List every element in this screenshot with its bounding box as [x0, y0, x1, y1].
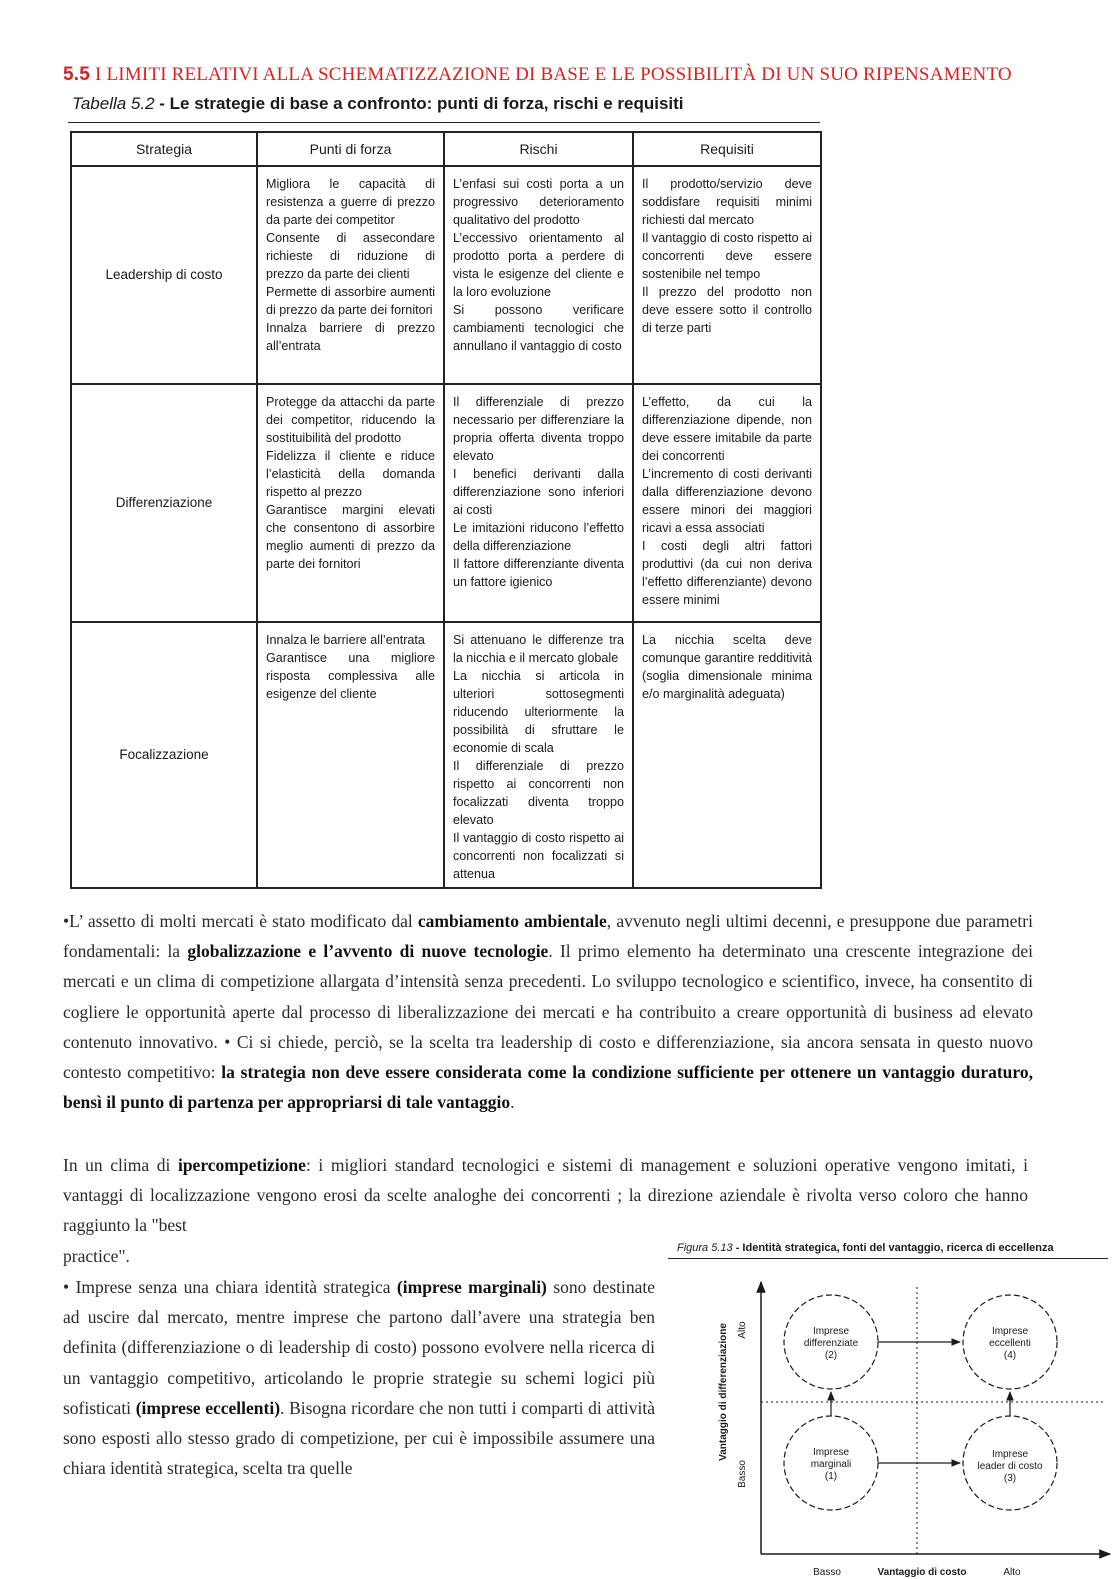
text-run: sono destinate ad uscire dal mercato, mentre imprese che partono dall’avere una strategia ben definita (differenziazione o di leadership di costo) possono evolvere nella ricerca di un vantaggio competitivo, articolando le proprie strategie su schemi logici più sofisticati — [63, 1277, 656, 1418]
strategy-table — [70, 131, 822, 889]
text-run: . — [510, 1092, 515, 1113]
y-axis-title: Vantaggio di differenziazione — [718, 1323, 729, 1461]
section-heading — [63, 64, 1063, 86]
table-caption — [72, 94, 832, 114]
cell-item: Consente di assecondare richieste di riduzione di prezzo da parte dei clienti — [266, 231, 435, 281]
strategy-diagram — [700, 1262, 1117, 1579]
cell-item: Permette di assorbire aumenti di prezzo da parte dei fornitori — [266, 285, 435, 317]
cell-item: Il prezzo del prodotto non deve essere sotto il controllo di terze parti — [642, 285, 812, 335]
strategy-name: Leadership di costo — [71, 166, 257, 384]
cell-item: Le imitazioni riducono l’effetto della differenziazione — [453, 521, 624, 553]
section-title: I LIMITI RELATIVI ALLA SCHEMATIZZAZIONE DI BASE E LE POSSIBILITÀ DI UN SUO RIPENSAMENTO — [94, 64, 1012, 85]
cell-item: I costi degli altri fattori produttivi (da cui non deriva l’effetto differenziante) devono essere minimi — [642, 539, 812, 607]
cell-requisiti — [633, 622, 821, 888]
strategy-name: Differenziazione — [71, 384, 257, 622]
cell-item: Garantisce una migliore risposta complessiva alle esigenze del cliente — [266, 651, 435, 701]
table-label: Tabella 5.2 — [72, 94, 155, 113]
text-run: . Bisogna ricordare che non tutti i comparti di attività sono esposti allo stesso grado di competizione, per cui è impossibile assumere una chiara identità strategica, scelta tra quelle — [63, 1397, 656, 1479]
cell-item: Innalza barriere di prezzo all’entrata — [266, 321, 435, 353]
node-label: Imprese eccellenti (4) — [989, 1326, 1031, 1361]
cell-item: Si attenuano le differenze tra la nicchia e il mercato globale — [453, 633, 624, 665]
emphasis: cambiamento ambientale — [417, 911, 607, 931]
cell-item: La nicchia scelta deve comunque garantire redditività (soglia dimensionale minima e/o marginalità adeguata) — [642, 633, 812, 701]
cell-item: Il fattore differenziante diventa un fattore igienico — [453, 557, 624, 589]
paragraph-cambiamento — [63, 906, 1033, 1117]
emphasis: (imprese marginali) — [396, 1277, 547, 1297]
cell-item: Il differenziale di prezzo rispetto ai concorrenti non focalizzati diventa troppo elevato — [453, 759, 624, 827]
cell-item: Si possono verificare cambiamenti tecnologici che annullano il vantaggio di costo — [453, 303, 624, 353]
text-run: , avvenuto negli ultimi decenni, e presuppone due parametri fondamentali: la — [63, 911, 1033, 962]
header-strategia: Strategia — [71, 132, 257, 166]
cell-item: L’effetto, da cui la differenziazione dipende, non deve essere imitabile da parte dei concorrenti — [642, 395, 812, 463]
cell-punti-di-forza — [257, 166, 444, 384]
table-header-row — [71, 132, 821, 166]
text-run: In un clima di — [63, 1155, 178, 1175]
cell-punti-di-forza — [257, 622, 444, 888]
cell-item: Innalza le barriere all’entrata — [266, 633, 425, 647]
bullet: • — [63, 1277, 70, 1297]
cell-item: Protegge da attacchi da parte dei competitor, riducendo la sostituibilità del prodotto — [266, 395, 435, 445]
figure-caption — [677, 1242, 1077, 1254]
strategy-name: Focalizzazione — [71, 622, 257, 888]
y-axis-low: Basso — [737, 1460, 748, 1488]
cell-rischi — [444, 384, 633, 622]
text-run: Imprese senza una chiara identità strategica — [75, 1277, 397, 1297]
section-number: 5.5 — [63, 64, 91, 85]
cell-item: Garantisce margini elevati che consentono di assorbire meglio aumenti di prezzo da parte dei fornitori — [266, 503, 435, 571]
cell-item: L’enfasi sui costi porta a un progressivo deterioramento qualitativo del prodotto — [453, 177, 624, 227]
cell-item: L’incremento di costi derivanti dalla differenziazione devono essere minori dei maggiori ricavi a essa associati — [642, 467, 812, 535]
cell-punti-di-forza — [257, 384, 444, 622]
text-run: Ci si chiede, perciò, se la scelta tra leadership di costo e differenziazione, sia ancora sensata in questo nuovo contesto competitivo: — [63, 1031, 1033, 1083]
node-label: Imprese differenziate (2) — [803, 1326, 859, 1361]
cell-item: Il vantaggio di costo rispetto ai concorrenti non focalizzati si attenua — [453, 831, 624, 881]
cell-item: Fidelizza il cliente e riduce l’elasticità della domanda rispetto al prezzo — [266, 449, 435, 499]
header-punti-di-forza: Punti di forza — [257, 132, 444, 166]
header-requisiti: Requisiti — [633, 132, 821, 166]
cell-item: Il prodotto/servizio deve soddisfare requisiti minimi richiesti dal mercato — [642, 177, 812, 227]
cell-rischi — [444, 622, 633, 888]
emphasis: globalizzazione e l’avvento di nuove tecnologie — [187, 941, 549, 962]
figure-label: Figura 5.13 — [677, 1242, 733, 1254]
table-caption-text: - Le strategie di base a confronto: punti di forza, rischi e requisiti — [154, 94, 684, 113]
header-rischi: Rischi — [444, 132, 633, 166]
emphasis: ipercompetizione — [177, 1155, 306, 1175]
y-axis-high: Alto — [737, 1321, 748, 1339]
table-row-differenziazione — [71, 384, 821, 622]
x-axis-low: Basso — [813, 1567, 841, 1578]
text-run: . Il primo elemento ha determinato una crescente integrazione dei mercati e un clima di competizione allargata d’intensità senza precedenti. Lo sviluppo tecnologico e scientifico, invece, ha consentito di cogliere le opportunità aperte dal processo di liberalizzazione dei mercati e ha contribuito a creare opportunità di business ad elevato contenuto innovativo. — [63, 941, 1033, 1052]
node-label: Imprese marginali (1) — [810, 1447, 852, 1482]
text-run: L’ assetto di molti mercati è stato modificato dal — [69, 911, 418, 931]
node-label: Imprese leader di costo (3) — [977, 1449, 1043, 1484]
cell-rischi — [444, 166, 633, 384]
cell-item: Migliora le capacità di resistenza a guerre di prezzo da parte dei competitor — [266, 177, 435, 227]
cell-item: Il vantaggio di costo rispetto ai concorrenti deve essere sostenibile nel tempo — [642, 231, 812, 281]
cell-item: La nicchia si articola in ulteriori sottosegmenti riducendo ulteriormente la possibilità di sfruttare le economie di scala — [453, 669, 624, 755]
text-run: practice". — [63, 1245, 130, 1266]
cell-item: L’eccessivo orientamento al prodotto porta a perdere di vista le esigenze del cliente e la loro evoluzione — [453, 231, 624, 299]
table-row-focalizzazione — [71, 622, 821, 888]
cell-item: Il differenziale di prezzo necessario per differenziare la propria offerta diventa troppo elevato — [453, 395, 624, 463]
table-row-leadership — [71, 166, 821, 384]
cell-requisiti — [633, 166, 821, 384]
cell-item: I benefici derivanti dalla differenziazione sono inferiori ai costi — [453, 467, 624, 517]
emphasis: la strategia non deve essere considerata come la condizione sufficiente per ottenere un vantaggio duraturo, bensì il punto di partenza per appropriarsi di tale vantaggio — [63, 1062, 1033, 1113]
bullet: • — [63, 911, 70, 931]
x-axis-title: Vantaggio di costo — [877, 1567, 967, 1578]
emphasis: (imprese eccellenti) — [135, 1397, 281, 1418]
cell-requisiti — [633, 384, 821, 622]
paragraph-imprese — [63, 1272, 655, 1483]
figure-caption-text: - Identità strategica, fonti del vantaggio, ricerca di eccellenza — [732, 1242, 1054, 1254]
text-run: : i migliori standard tecnologici e sistemi di management e soluzioni operative vengono imitati, i vantaggi di localizzazione vengono erosi da scelte analoghe dei concorrenti ; la direzione aziendale è rivolta verso coloro che hanno raggiunto la "best — [63, 1155, 1029, 1236]
figure-caption-rule — [668, 1258, 1108, 1259]
bullet: • — [224, 1031, 231, 1052]
x-axis-high: Alto — [1003, 1567, 1021, 1578]
caption-rule — [68, 122, 820, 123]
